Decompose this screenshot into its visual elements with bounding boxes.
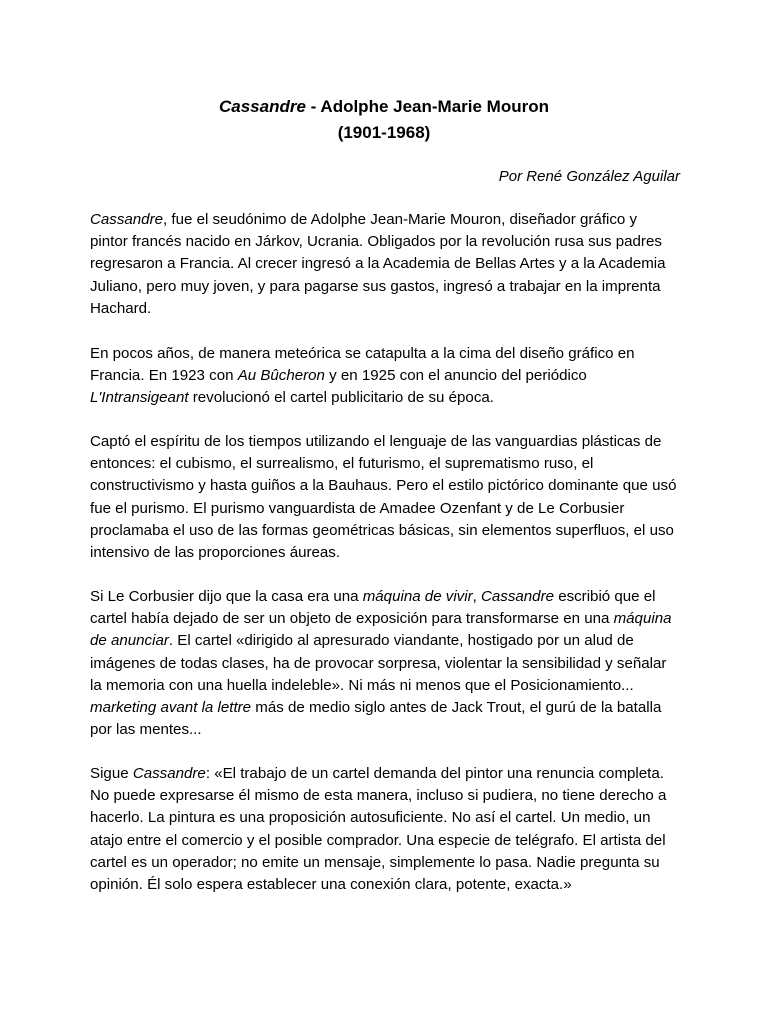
paragraph-line bbox=[90, 630, 690, 652]
paragraph-line: Captó el espíritu de los tiempos utilizando el lenguaje de las vanguardias plásticas de bbox=[90, 433, 662, 450]
text-run: más de medio siglo antes de Jack Trout, el gurú de la batalla bbox=[251, 698, 662, 716]
paragraph-line: fue el purismo. El purismo vanguardista de Amadee Ozenfant y de Le Corbusier bbox=[90, 499, 625, 517]
paragraph-3 bbox=[90, 431, 690, 564]
paragraph-2 bbox=[90, 343, 690, 410]
text-run: revolucionó el cartel publicitario de su época. bbox=[188, 389, 494, 407]
text-run: cartel había dejado de ser un objeto de exposición para transformarse en una bbox=[90, 610, 614, 628]
author-byline: Por René González Aguilar bbox=[498, 168, 680, 185]
italic-text: máquina de vivir bbox=[362, 588, 473, 605]
italic-text: máquina bbox=[613, 610, 672, 628]
paragraph-line: hacerlo. La pintura es una proposición autosuficiente. No así el cartel. Un medio, un bbox=[90, 809, 651, 827]
paragraph-line bbox=[90, 697, 690, 719]
title-full-name: - Adolphe Jean-Marie Mouron bbox=[305, 97, 549, 116]
italic-text: Au Bûcheron bbox=[237, 367, 325, 385]
text-run: , bbox=[472, 588, 481, 605]
paragraph-line bbox=[90, 586, 690, 608]
page-title bbox=[0, 95, 768, 119]
text-run: y en 1925 con el anuncio del periódico bbox=[324, 367, 587, 385]
text-run: , fue el seudónimo de Adolphe Jean-Marie Mouron, diseñador gráfico y bbox=[163, 211, 638, 228]
italic-text: marketing avant la lettre bbox=[90, 698, 252, 716]
text-run: escribió que el bbox=[554, 588, 656, 605]
text-run: Sigue bbox=[90, 765, 133, 782]
page-subtitle-years: (1901-1968) bbox=[337, 123, 431, 142]
paragraph-line: proclamaba el uso de las formas geométricas básicas, sin elementos superfluos, el uso bbox=[90, 521, 674, 539]
paragraph-5 bbox=[90, 763, 690, 896]
italic-text: L'Intransigeant bbox=[90, 389, 189, 407]
text-run: Francia. En 1923 con bbox=[90, 367, 238, 385]
paragraph-line: Juliano, pero muy joven, y para pagarse sus gastos, ingresó a trabajar en la imprenta bbox=[90, 277, 661, 295]
italic-text: Cassandre bbox=[90, 211, 163, 228]
text-run: : «El trabajo de un cartel demanda del pintor una renuncia completa. bbox=[205, 765, 664, 782]
paragraph-line: opinión. Él solo espera establecer una conexión clara, potente, exacta.» bbox=[90, 875, 572, 893]
paragraph-line: entonces: el cubismo, el surrealismo, el futurismo, el suprematismo ruso, el bbox=[90, 455, 594, 473]
paragraph-1 bbox=[90, 209, 690, 320]
paragraph-line bbox=[90, 209, 690, 231]
italic-text: Cassandre bbox=[481, 588, 554, 605]
paragraph-line: por las mentes... bbox=[90, 721, 202, 739]
title-name-italic: Cassandre bbox=[219, 97, 306, 116]
paragraph-line: constructivismo y hasta guiños a la Bauhaus. Pero el estilo pictórico dominante que usó bbox=[90, 477, 677, 495]
paragraph-line: cartel es un operador; no emite un mensaje, simplemente lo pasa. Nadie pregunta su bbox=[90, 853, 660, 871]
text-run: . El cartel «dirigido al apresurado viandante, hostigado por un alud de bbox=[168, 632, 634, 650]
italic-text: de anunciar bbox=[90, 632, 169, 650]
paragraph-line: Hachard. bbox=[90, 299, 152, 317]
paragraph-line bbox=[90, 608, 690, 630]
paragraph-line bbox=[90, 387, 690, 409]
paragraph-line: la memoria con una huella indeleble». Ni más ni menos que el Posicionamiento... bbox=[90, 676, 634, 694]
paragraph-line: regresaron a Francia. Al crecer ingresó a la Academia de Bellas Artes y a la Academia bbox=[90, 255, 666, 273]
paragraph-line: No puede expresarse él mismo de esta manera, incluso si pudiera, no tiene derecho a bbox=[90, 787, 667, 805]
paragraph-line: pintor francés nacido en Járkov, Ucrania. Obligados por la revolución rusa sus padres bbox=[90, 233, 662, 251]
paragraph-line: imágenes de todas clases, ha de provocar sorpresa, violentar la sensibilidad y señalar bbox=[90, 654, 667, 672]
text-run: Si Le Corbusier dijo que la casa era una bbox=[90, 588, 363, 605]
paragraph-4 bbox=[90, 586, 690, 741]
paragraph-line: intensivo de las proporciones áureas. bbox=[90, 543, 341, 561]
italic-text: Cassandre bbox=[132, 765, 206, 782]
paragraph-line: En pocos años, de manera meteórica se catapulta a la cima del diseño gráfico en bbox=[90, 345, 635, 362]
paragraph-line bbox=[90, 763, 690, 785]
paragraph-line: atajo entre el comercio y el posible comprador. Una especie de telégrafo. El artista del bbox=[90, 831, 666, 849]
paragraph-line bbox=[90, 365, 690, 387]
